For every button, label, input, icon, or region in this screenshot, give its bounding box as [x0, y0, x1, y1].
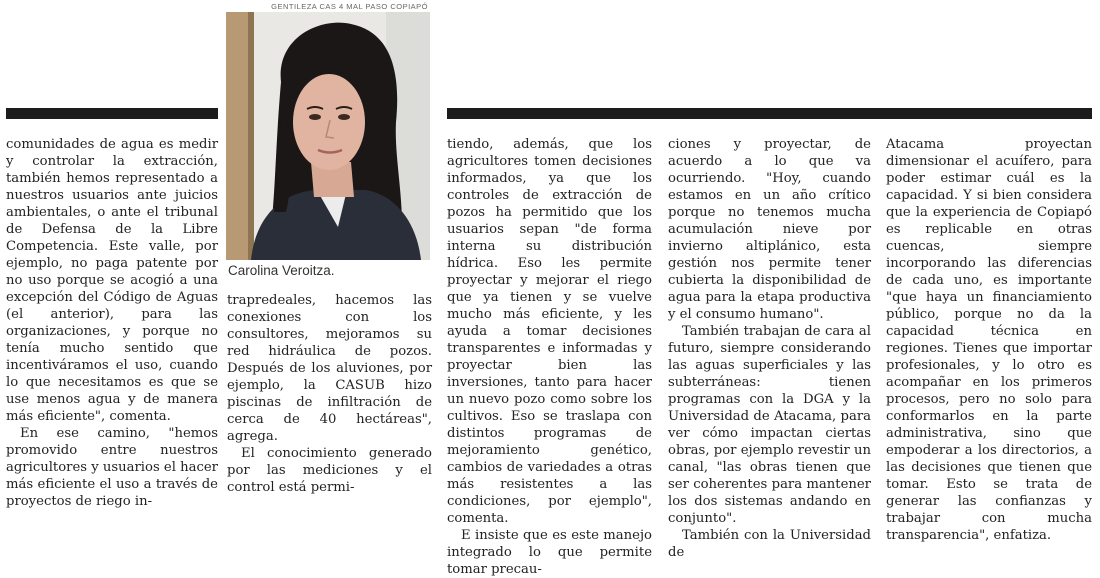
article-column-1 — [6, 136, 218, 510]
column-rule-left — [6, 108, 218, 119]
paragraph: E insiste que es este manejo integrado lo que permite tomar precau- — [447, 528, 652, 577]
paragraph: Atacama proyectan dimensionar el acuífero, para poder estimar cuál es la capacidad. Y si bien considera que la experiencia de Copiapó es replicable en otras cuencas, siempre incorporando las diferencias de cada uno, es importante "que haya un financiamiento público, porque no da la capacidad técnica en regiones. Tienes que importar profesionales, y lo otro es acompañar en los primeros procesos, pero no solo para conformarlos en la parte administrativa, sino que empoderar a los directorios, a las decisiones que tienen que tomar. Esto se trata de generar las confianzas y trabajar con mucha transparencia", enfatiza. — [886, 137, 1092, 543]
paragraph: El conocimiento generado por las mediciones y el control está permi- — [227, 446, 432, 495]
photo-credit: GENTILEZA CAS 4 MAL PASO COPIAPÓ — [271, 2, 428, 11]
paragraph: tiendo, además, que los agricultores tomen decisiones informados, ya que los controles de extracción de pozos ha permitido que los usuarios sepan "de forma interna su distribución hídrica. Eso les permite proyectar y mejorar el riego que ya tienen y se vuelve mucho más eficiente, y les ayuda a tomar decisiones transparentes e informadas y proyectar bien las inversiones, tanto para hacer un nuevo pozo como sobre los cultivos. Eso se traslapa con distintos programas de mejoramiento genético, cambios de variedades a otras más resistentes a las condiciones, por ejemplo", comenta. — [447, 137, 652, 526]
article-column-4 — [668, 136, 871, 561]
portrait-photo — [226, 12, 430, 260]
article-column-3 — [447, 136, 652, 578]
paragraph: trapredeales, hacemos las conexiones con los consultores, mejoramos su red hidráulica de pozos. Después de los aluviones, por ejemplo, la CASUB hizo piscinas de infiltración de cerca de 40 hectáreas", agrega. — [227, 293, 432, 444]
article-column-2 — [227, 292, 432, 496]
paragraph: También trabajan de cara al futuro, siempre considerando las aguas superficiales y las subterráneas: tienen programas con la DGA y la Universidad de Atacama, para ver cómo impactan ciertas obras, por ejemplo revestir un canal, "las obras tienen que ser coherentes para mantener los dos sistemas andando en conjunto". — [668, 324, 871, 526]
article-column-5 — [886, 136, 1092, 544]
paragraph: En ese camino, "hemos promovido entre nuestros agricultores y usuarios el hacer más eficiente el uso a través de proyectos de riego in- — [6, 426, 218, 509]
paragraph: También con la Universidad de — [668, 528, 871, 560]
paragraph: comunidades de agua es medir y controlar la extracción, también hemos representado a nuestros usuarios ante juicios ambientales, o ante el tribunal de Defensa de la Libre Competencia. Este valle, por ejemplo, no paga patente por no uso porque se acogió a una excepción del Código de Aguas (el anterior), para las organizaciones, y porque no tenía mucho sentido que incentiváramos el uso, cuando lo que necesitamos es que se use menos agua y de manera más eficiente", comenta. — [6, 137, 218, 424]
column-rule-right — [447, 108, 1092, 119]
paragraph: ciones y proyectar, de acuerdo a lo que va ocurriendo. "Hoy, cuando estamos en un año crítico porque no tenemos mucha acumulación nieve por invierno altiplánico, esta gestión nos permite tener cubierta la disponibilidad de agua para la etapa productiva y el consumo humano". — [668, 137, 871, 322]
photo-caption: Carolina Veroitza. — [228, 263, 335, 278]
